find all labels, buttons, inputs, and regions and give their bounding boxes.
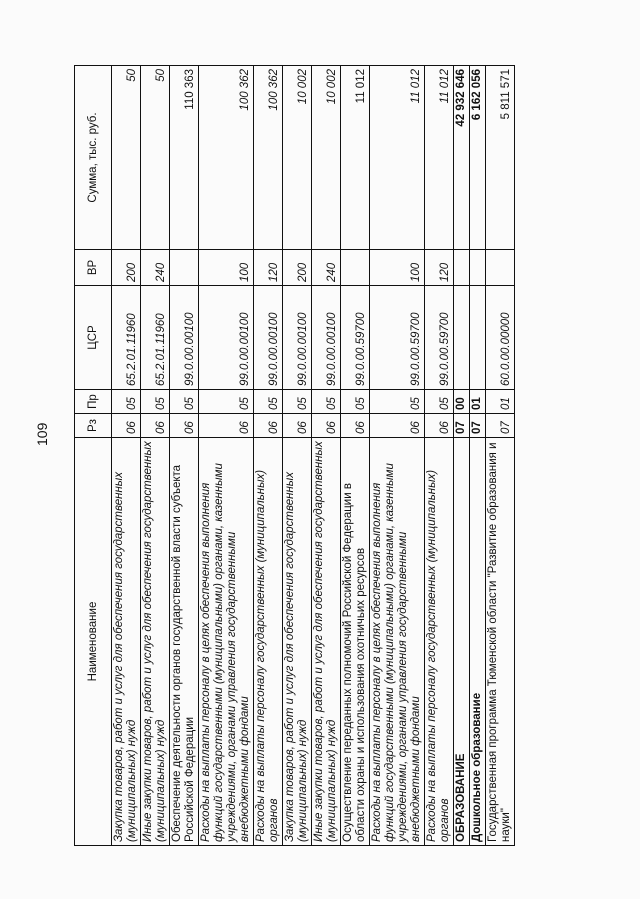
cell-name: Дошкольное образование bbox=[470, 438, 486, 846]
cell-csr: 60.0.00.00000 bbox=[486, 286, 515, 390]
cell-vr bbox=[470, 250, 486, 286]
cell-sum: 50 bbox=[112, 66, 141, 250]
cell-csr: 99.0.00.00100 bbox=[254, 286, 283, 390]
header-csr: ЦСР bbox=[75, 286, 112, 390]
cell-name: Иные закупки товаров, работ и услуг для обеспечения государственных (муниципальных) нужд bbox=[312, 438, 341, 846]
cell-vr bbox=[170, 250, 199, 286]
cell-sum: 11 012 bbox=[341, 66, 370, 250]
cell-vr bbox=[486, 250, 515, 286]
cell-vr: 200 bbox=[283, 250, 312, 286]
cell-vr bbox=[341, 250, 370, 286]
cell-rz: 06 bbox=[170, 414, 199, 438]
cell-name: Закупка товаров, работ и услуг для обеспечения государственных (муниципальных) нужд bbox=[283, 438, 312, 846]
cell-vr: 120 bbox=[425, 250, 454, 286]
cell-rz: 06 bbox=[112, 414, 141, 438]
cell-csr: 99.0.00.00100 bbox=[283, 286, 312, 390]
cell-rz: 06 bbox=[312, 414, 341, 438]
cell-csr: 65.2.01.11960 bbox=[141, 286, 170, 390]
cell-vr: 200 bbox=[112, 250, 141, 286]
cell-rz: 06 bbox=[254, 414, 283, 438]
cell-sum: 100 362 bbox=[254, 66, 283, 250]
cell-rz: 06 bbox=[370, 414, 425, 438]
cell-csr: 99.0.00.00100 bbox=[170, 286, 199, 390]
table-row bbox=[283, 66, 312, 846]
cell-name: Осуществление переданных полномочий Российской Федерации в области охраны и использования охотничьих ресурсов bbox=[341, 438, 370, 846]
cell-csr: 99.0.00.59700 bbox=[425, 286, 454, 390]
cell-csr: 99.0.00.59700 bbox=[370, 286, 425, 390]
table-row bbox=[199, 66, 254, 846]
cell-sum: 110 363 bbox=[170, 66, 199, 250]
table-row bbox=[486, 66, 515, 846]
table-row bbox=[454, 66, 470, 846]
cell-pr: 05 bbox=[312, 390, 341, 414]
cell-sum: 42 932 646 bbox=[454, 66, 470, 250]
cell-sum: 11 012 bbox=[425, 66, 454, 250]
cell-rz: 07 bbox=[486, 414, 515, 438]
cell-pr: 05 bbox=[341, 390, 370, 414]
cell-name: Закупка товаров, работ и услуг для обеспечения государственных (муниципальных) нужд bbox=[112, 438, 141, 846]
cell-name: Расходы на выплаты персоналу государственных (муниципальных) органов bbox=[425, 438, 454, 846]
table-row bbox=[341, 66, 370, 846]
cell-vr: 100 bbox=[199, 250, 254, 286]
cell-pr: 05 bbox=[425, 390, 454, 414]
cell-name: Иные закупки товаров, работ и услуг для обеспечения государственных (муниципальных) нужд bbox=[141, 438, 170, 846]
cell-name: Обеспечение деятельности органов государственной власти субъекта Российской Федерации bbox=[170, 438, 199, 846]
cell-name: Государственная программа Тюменской области "Развитие образования и науки" bbox=[486, 438, 515, 846]
cell-rz: 07 bbox=[454, 414, 470, 438]
cell-pr: 05 bbox=[254, 390, 283, 414]
cell-name: Расходы на выплаты персоналу в целях обеспечения выполнения функций государственными (муниципальными) органами, казенными учреждениями, органами управления государственными внебюджетными фондами bbox=[370, 438, 425, 846]
cell-csr: 99.0.00.00100 bbox=[199, 286, 254, 390]
cell-sum: 10 002 bbox=[283, 66, 312, 250]
cell-name: Расходы на выплаты персоналу государственных (муниципальных) органов bbox=[254, 438, 283, 846]
cell-csr bbox=[470, 286, 486, 390]
cell-sum: 11 012 bbox=[370, 66, 425, 250]
header-rz: Рз bbox=[75, 414, 112, 438]
cell-rz: 06 bbox=[141, 414, 170, 438]
header-pr: Пр bbox=[75, 390, 112, 414]
cell-sum: 6 162 056 bbox=[470, 66, 486, 250]
cell-pr: 05 bbox=[199, 390, 254, 414]
table-header-row bbox=[75, 66, 112, 846]
table-row bbox=[141, 66, 170, 846]
table-row bbox=[370, 66, 425, 846]
cell-csr: 99.0.00.59700 bbox=[341, 286, 370, 390]
table-body bbox=[112, 66, 515, 846]
cell-name: ОБРАЗОВАНИЕ bbox=[454, 438, 470, 846]
table-row bbox=[425, 66, 454, 846]
header-vr: ВР bbox=[75, 250, 112, 286]
header-name: Наименование bbox=[75, 438, 112, 846]
cell-pr: 05 bbox=[141, 390, 170, 414]
cell-rz: 07 bbox=[470, 414, 486, 438]
cell-rz: 06 bbox=[341, 414, 370, 438]
cell-pr: 05 bbox=[170, 390, 199, 414]
cell-sum: 50 bbox=[141, 66, 170, 250]
cell-pr: 01 bbox=[470, 390, 486, 414]
cell-rz: 06 bbox=[425, 414, 454, 438]
cell-name: Расходы на выплаты персоналу в целях обеспечения выполнения функций государственными (муниципальными) органами, казенными учреждениями, органами управления государственными внебюджетными фондами bbox=[199, 438, 254, 846]
cell-vr: 100 bbox=[370, 250, 425, 286]
table-row bbox=[312, 66, 341, 846]
cell-vr: 240 bbox=[312, 250, 341, 286]
budget-table bbox=[74, 65, 515, 846]
table-row bbox=[470, 66, 486, 846]
cell-rz: 06 bbox=[199, 414, 254, 438]
table-row bbox=[112, 66, 141, 846]
cell-pr: 00 bbox=[454, 390, 470, 414]
cell-pr: 05 bbox=[112, 390, 141, 414]
cell-vr bbox=[454, 250, 470, 286]
cell-sum: 100 362 bbox=[199, 66, 254, 250]
cell-csr bbox=[454, 286, 470, 390]
page-number: 109 bbox=[34, 422, 50, 446]
cell-rz: 06 bbox=[283, 414, 312, 438]
cell-pr: 05 bbox=[370, 390, 425, 414]
cell-vr: 240 bbox=[141, 250, 170, 286]
cell-sum: 10 002 bbox=[312, 66, 341, 250]
cell-csr: 99.0.00.00100 bbox=[312, 286, 341, 390]
cell-pr: 05 bbox=[283, 390, 312, 414]
header-sum: Сумма, тыс. руб. bbox=[75, 66, 112, 250]
cell-csr: 65.2.01.11960 bbox=[112, 286, 141, 390]
budget-table-rotated bbox=[74, 66, 534, 846]
cell-vr: 120 bbox=[254, 250, 283, 286]
table-row bbox=[254, 66, 283, 846]
cell-sum: 5 811 571 bbox=[486, 66, 515, 250]
table-row bbox=[170, 66, 199, 846]
cell-pr: 01 bbox=[486, 390, 515, 414]
